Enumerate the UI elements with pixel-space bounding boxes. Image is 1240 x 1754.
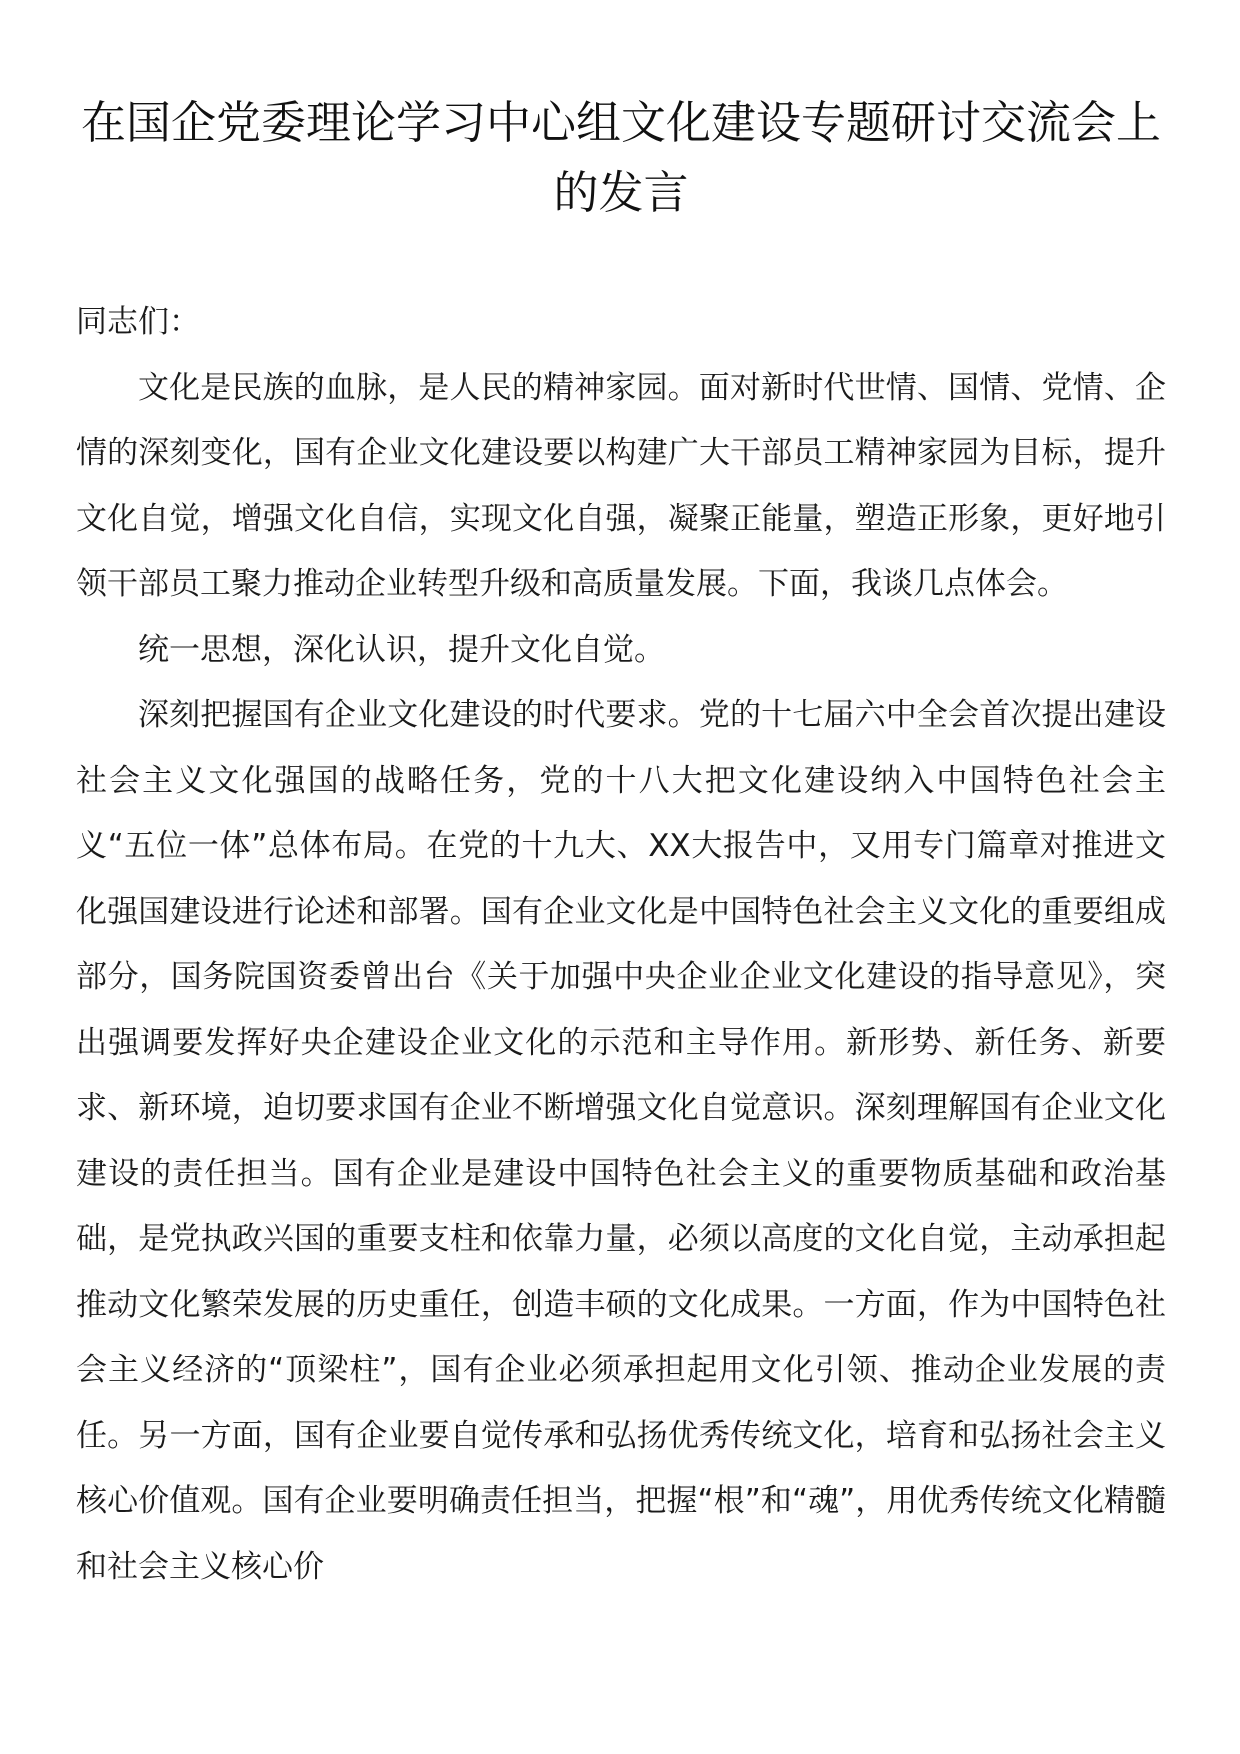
document-body — [76, 290, 1166, 1600]
salutation: 同志们： — [76, 304, 200, 340]
paragraph-heading: 统一思想，深化认识，提升文化自觉。 — [138, 631, 665, 668]
paragraph-main: 深刻把握国有企业文化建设的时代要求。党的十七届六中全会首次提出建设社会主义文化强国的战略任务，党的十八大把文化建设纳入中国特色社会主义“五位一体”总体布局。在党的十九大、XX大报告中，又用专门篇章对推进文化强国建设进行论述和部署。国有企业文化是中国特色社会主义文化的重要组成部分，国务院国资委曾出台《关于加强中央企业企业文化建设的指导意见》，突出强调要发挥好央企建设企业文化的示范和主导作用。新形势、新任务、新要求、新环境，迫切要求国有企业不断增强文化自觉意识。深刻理解国有企业文化建设的责任担当。国有企业是建设中国特色社会主义的重要物质基础和政治基础，是党执政兴国的重要支柱和依靠力量，必须以高度的文化自觉，主动承担起推动文化繁荣发展的历史重任，创造丰硕的文化成果。一方面，作为中国特色社会主义经济的“顶梁柱”，国有企业必须承担起用文化引领、推动企业发展的责任。另一方面，国有企业要自觉传承和弘扬优秀传统文化，培育和弘扬社会主义核心价值观。国有企业要明确责任担当，把握“根”和“魂”，用优秀传统文化精髓和社会主义核心价 — [76, 697, 1166, 1585]
document-title: 在国企党委理论学习中心组文化建设专题研讨交流会上的发言 — [80, 96, 1161, 219]
document-page — [76, 88, 1166, 1600]
paragraph-intro: 文化是民族的血脉，是人民的精神家园。面对新时代世情、国情、党情、企情的深刻变化，国有企业文化建设要以构建广大干部员工精神家园为目标，提升文化自觉，增强文化自信，实现文化自强，凝聚正能量，塑造正形象，更好地引领干部员工聚力推动企业转型升级和高质量发展。下面，我谈几点体会。 — [76, 369, 1166, 602]
